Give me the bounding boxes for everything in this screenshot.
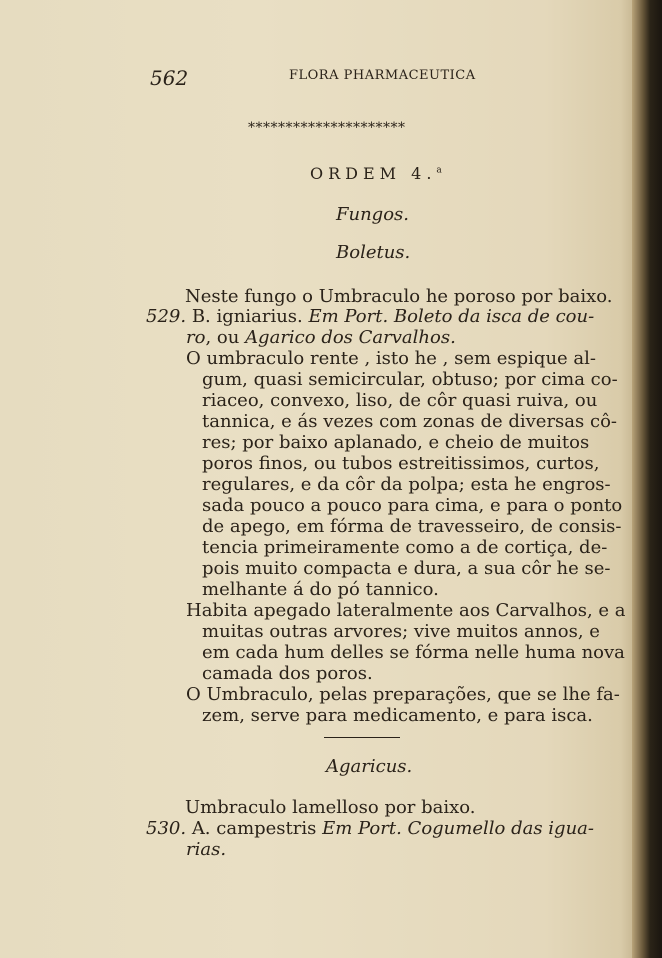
entry-529-line-2 [186, 328, 456, 348]
text-line: O umbraculo rente , isto he , sem espique al- [186, 348, 596, 369]
text-line: zem, serve para medicamento, e para isca. [202, 705, 593, 726]
book-gutter [632, 0, 662, 958]
order-label: ORDEM [310, 164, 402, 183]
entry-530-line-2 [186, 840, 226, 860]
species-name: B. igniarius. [191, 306, 303, 327]
entry-530-line-1 [146, 819, 594, 839]
order-number: 4. [411, 164, 437, 183]
section-rule [324, 737, 400, 738]
text-line: em cada hum delles se fórma nelle huma nova [202, 642, 625, 663]
portuguese-name-cont: ro [186, 327, 206, 348]
text-line: O Umbraculo, pelas preparações, que se lhe fa- [186, 684, 620, 705]
text-line: camada dos poros. [202, 663, 373, 684]
portuguese-name: Em Port. Cogumello das igua- [322, 818, 594, 839]
text-line: tannica, e ás vezes com zonas de diversas cô- [202, 411, 617, 432]
text-line: sada pouco a pouco para cima, e para o ponto [202, 495, 623, 516]
entry-number: 530. [146, 818, 187, 839]
genus-title-agaricus: Agaricus. [326, 756, 413, 777]
portuguese-name-cont: rias. [186, 839, 227, 860]
species-name: A. campestris [191, 818, 317, 839]
order-superscript: a [436, 165, 442, 176]
page-header [0, 62, 640, 90]
entry-529-line-1 [146, 307, 594, 327]
text-line: pois muito compacta e dura, a sua côr he se- [202, 558, 611, 579]
text-line: res; por baixo aplanado, e cheio de muitos [202, 432, 590, 453]
vernacular-name: Agarico dos Carvalhos. [245, 327, 456, 348]
text-line: poros finos, ou tubos estreitissimos, curtos, [202, 453, 600, 474]
section-title-fungos: Fungos. [336, 204, 409, 225]
entry-number: 529. [146, 306, 187, 327]
order-heading [310, 164, 442, 183]
text-line: de apego, em fórma de travesseiro, de consis- [202, 516, 622, 537]
text-line: tencia primeiramente como a de cortiça, de- [202, 537, 608, 558]
text-line: Habita apegado lateralmente aos Carvalhos, e a [186, 600, 626, 621]
text-line: muitas outras arvores; vive muitos annos, e [202, 621, 600, 642]
text-line: regulares, e da côr da polpa; esta he engros- [202, 474, 611, 495]
running-title: FLORA PHARMACEUTICA [289, 68, 476, 83]
text-line: riaceo, convexo, liso, de côr quasi ruiva, ou [202, 390, 598, 411]
ornament-divider: ********************* [248, 120, 406, 136]
connector-text: , ou [205, 327, 240, 348]
genus-description-boletus: Neste fungo o Umbraculo he poroso por baixo. [185, 286, 613, 307]
genus-title-boletus: Boletus. [336, 242, 411, 263]
portuguese-name: Em Port. Boleto da isca de cou- [308, 306, 595, 327]
text-line: gum, quasi semicircular, obtuso; por cima co- [202, 369, 618, 390]
page-number: 562 [150, 66, 189, 90]
text-line: melhante á do pó tannico. [202, 579, 439, 600]
genus-description-agaricus: Umbraculo lamelloso por baixo. [185, 797, 476, 818]
